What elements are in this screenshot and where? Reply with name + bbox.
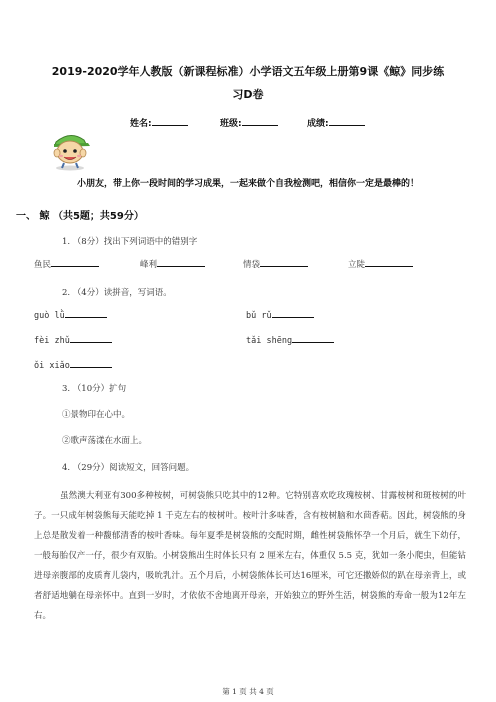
q1-answer-blank[interactable] (260, 258, 308, 267)
q1-item (243, 258, 308, 270)
q2-pinyin: ǒi xiǎo (34, 361, 70, 371)
q1-item-text: 峰利 (140, 260, 158, 270)
q2-item (246, 334, 334, 346)
question-1-prompt: 1. （8分）找出下列词语中的错别字 (62, 237, 198, 247)
q2-item (34, 359, 112, 371)
q2-item (34, 334, 112, 346)
class-field (220, 116, 278, 129)
q1-item-text: 情袋 (243, 260, 261, 270)
page-footer: 第 1 页 共 4 页 (222, 687, 274, 696)
score-label: 成绩: (307, 119, 329, 129)
question-4-prompt: 4. （29分）阅读短文，回答问题。 (62, 463, 195, 473)
encouragement-notice: 小朋友，带上你一段时间的学习成果，一起来做个自我检测吧，相信你一定是最棒的！ (76, 179, 419, 189)
class-label: 班级: (220, 119, 242, 129)
score-blank[interactable] (329, 116, 365, 126)
q2-item (246, 309, 314, 321)
name-blank[interactable] (152, 116, 188, 126)
name-label: 姓名: (130, 119, 152, 129)
q2-answer-blank[interactable] (70, 359, 112, 368)
q2-answer-blank[interactable] (65, 309, 107, 318)
name-field (130, 116, 188, 129)
q3-sentence: ①景物印在心中。 (62, 410, 131, 420)
q1-answer-blank[interactable] (51, 258, 99, 267)
document-title-line2: 习D卷 (232, 88, 264, 101)
q2-answer-blank[interactable] (292, 334, 334, 343)
q2-answer-blank[interactable] (272, 309, 314, 318)
q2-answer-blank[interactable] (70, 334, 112, 343)
question-2-prompt: 2. （4分）读拼音，写词语。 (62, 288, 172, 298)
score-field (307, 116, 365, 129)
question-3-prompt: 3. （10分）扩句 (62, 384, 127, 394)
document-title-line1: 2019-2020学年人教版（新课程标准）小学语文五年级上册第9课《鲸》同步练 (51, 65, 445, 78)
q1-item (140, 258, 205, 270)
q2-pinyin: fèi zhǔ (34, 336, 70, 346)
q2-pinyin: tǎi shēng (246, 336, 293, 346)
class-blank[interactable] (242, 116, 278, 126)
q3-sentence: ②歌声荡漾在水面上。 (62, 436, 148, 446)
q2-item (34, 309, 107, 321)
q1-item (34, 258, 99, 270)
reading-passage: 虽然澳大利亚有300多种桉树，可树袋熊只吃其中的12种。它特别喜欢吃玫瑰桉树、甘露桉树和斑桉树的叶子。一只成年树袋熊每天能吃掉 1 千克左右的桉树叶。桉叶汁多味香，含有桉树脑和水茴香萜。因此，树袋熊的身上总是散发着一种馥郁清香的桉叶香味。每年夏季是树袋熊的交配时期，雌性树袋熊怀孕一个月后，就生下幼仔，一般每胎仅产一仔，很少有双胎。小树袋熊出生时体长只有 2 厘米左右，体重仅 5.5 克，犹如一条小爬虫，但能钻进母亲腹部的皮质育儿袋内，吸吮乳汁。五个月后，小树袋熊体长可达16厘米，可它还撒娇似的趴在母亲背上，或者舒适地躺在母亲怀中。直到一岁时，才依依不舍地离开母亲，开始独立的野外生活，树袋熊的寿命一般为12年左右。 (34, 491, 466, 621)
q1-item-text: 鱼民 (34, 260, 52, 270)
cartoon-boy-mascot-icon (44, 128, 96, 172)
q2-pinyin: bǔ rǔ (246, 311, 272, 321)
q1-answer-blank[interactable] (157, 258, 205, 267)
q1-item (348, 258, 413, 270)
q1-item-text: 立陡 (348, 260, 366, 270)
section-heading: 一、 鲸 （共5题；共59分） (16, 211, 144, 222)
q1-answer-blank[interactable] (365, 258, 413, 267)
q2-pinyin: guò lǜ (34, 311, 65, 321)
